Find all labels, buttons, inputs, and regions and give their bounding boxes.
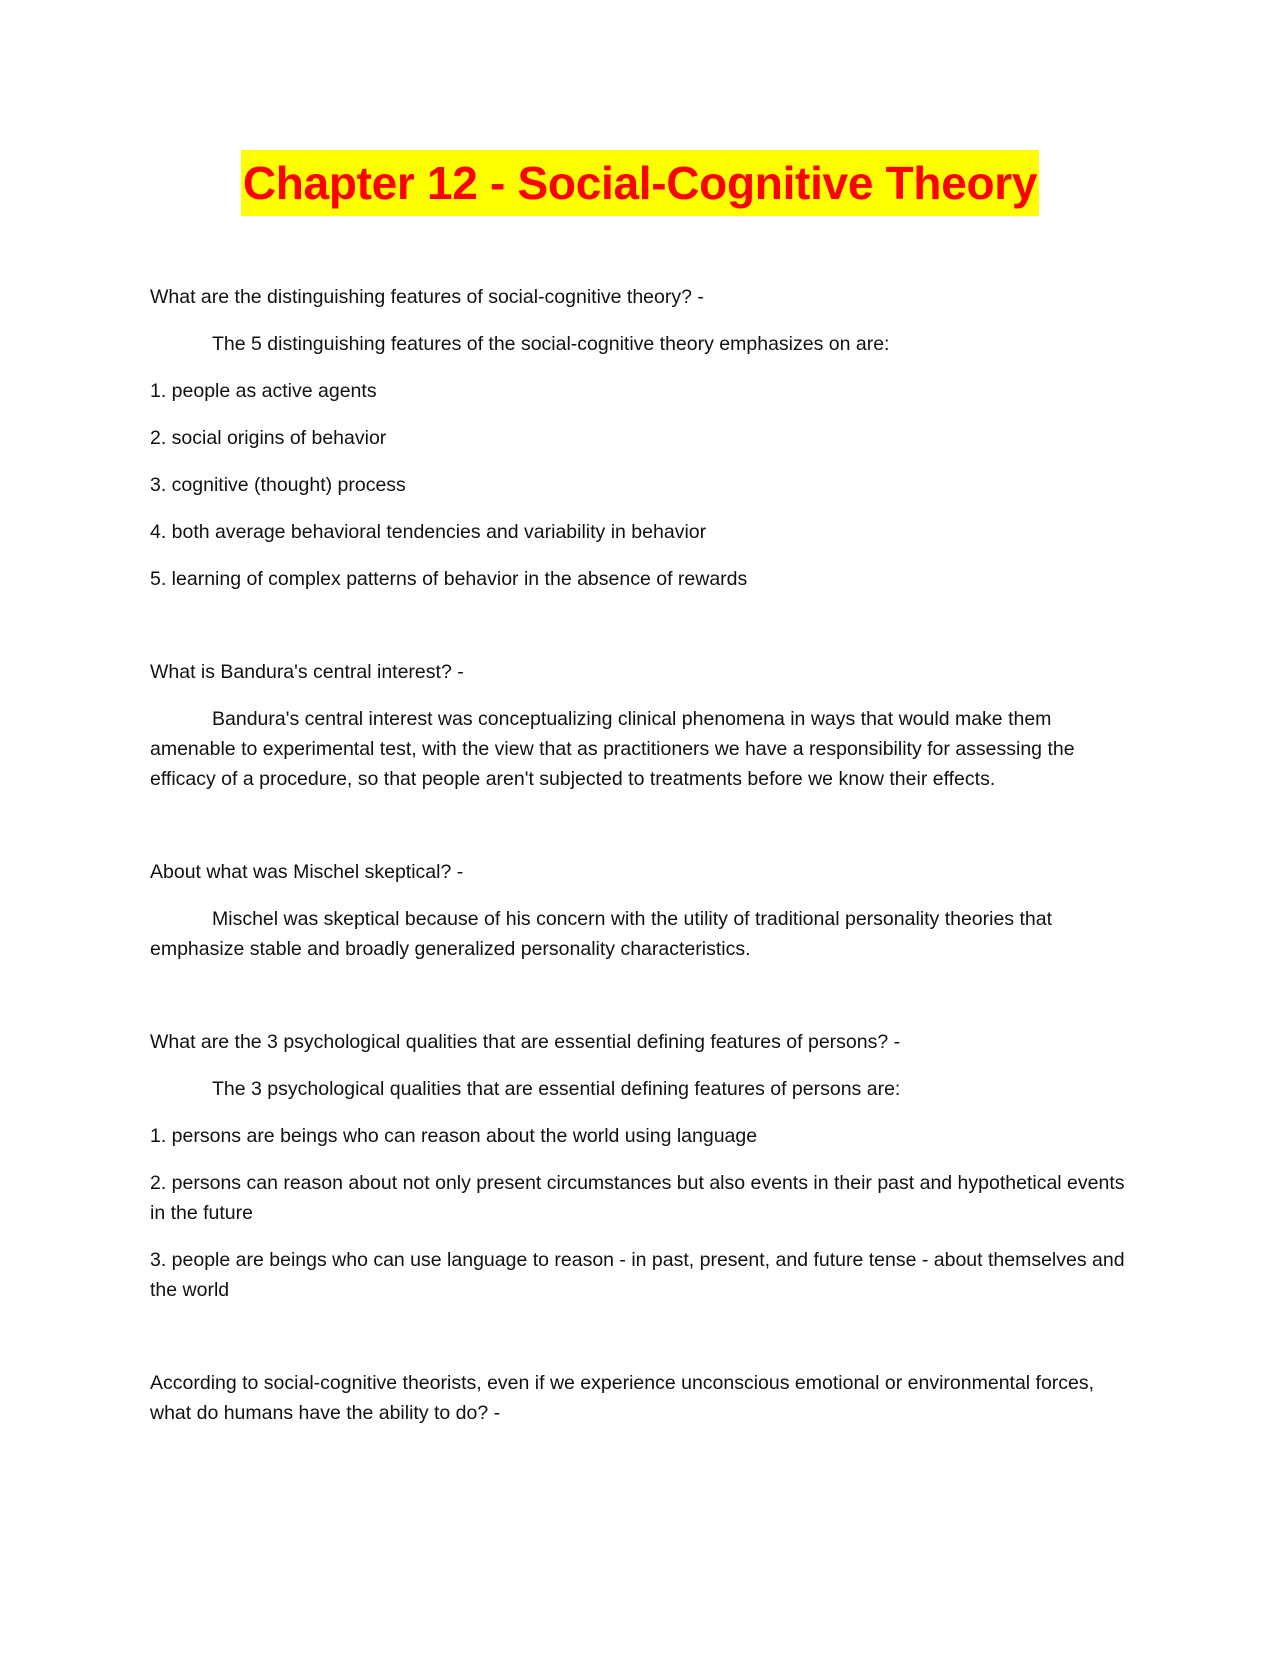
section-spacer xyxy=(150,611,1130,657)
list-item: 1. people as active agents xyxy=(150,380,377,402)
question-text: What is Bandura's central interest? - xyxy=(150,661,464,683)
section-spacer xyxy=(150,981,1130,1027)
question-text: According to social-cognitive theorists, even if we experience unconscious emotional or environmental forces, what do humans have the ability to do? - xyxy=(150,1372,1095,1424)
list-item: 3. cognitive (thought) process xyxy=(150,474,406,496)
answer-text: Mischel was skeptical because of his concern with the utility of traditional personality theories that emphasize stable and broadly generalized personality characteristics. xyxy=(150,908,1053,960)
question-text: About what was Mischel skeptical? - xyxy=(150,861,464,883)
list-item: 5. learning of complex patterns of behavior in the absence of rewards xyxy=(150,568,748,590)
question-text: What are the 3 psychological qualities that are essential defining features of persons? - xyxy=(150,1031,901,1053)
list-item: 4. both average behavioral tendencies and variability in behavior xyxy=(150,521,707,543)
chapter-title: Chapter 12 - Social-Cognitive Theory xyxy=(241,150,1039,216)
list-item: 2. social origins of behavior xyxy=(150,427,387,449)
answer-text: The 5 distinguishing features of the social-cognitive theory emphasizes on are: xyxy=(212,333,890,355)
list-item: 1. persons are beings who can reason about the world using language xyxy=(150,1125,758,1147)
answer-text: The 3 psychological qualities that are essential defining features of persons are: xyxy=(212,1078,901,1100)
document-body xyxy=(150,282,1130,1445)
question-text: What are the distinguishing features of social-cognitive theory? - xyxy=(150,286,704,308)
list-item: 2. persons can reason about not only present circumstances but also events in their past and hypothetical events in the future xyxy=(150,1172,1125,1224)
section-spacer xyxy=(150,1322,1130,1368)
answer-text: Bandura's central interest was conceptualizing clinical phenomena in ways that would make them amenable to experimental test, with the view that as practitioners we have a responsibility for assessing the efficacy of a procedure, so that people aren't subjected to treatments before we know their effects. xyxy=(150,708,1075,790)
title-wrap xyxy=(0,150,1280,216)
section-spacer xyxy=(150,811,1130,857)
list-item: 3. people are beings who can use language to reason - in past, present, and future tense - about themselves and the world xyxy=(150,1249,1125,1301)
